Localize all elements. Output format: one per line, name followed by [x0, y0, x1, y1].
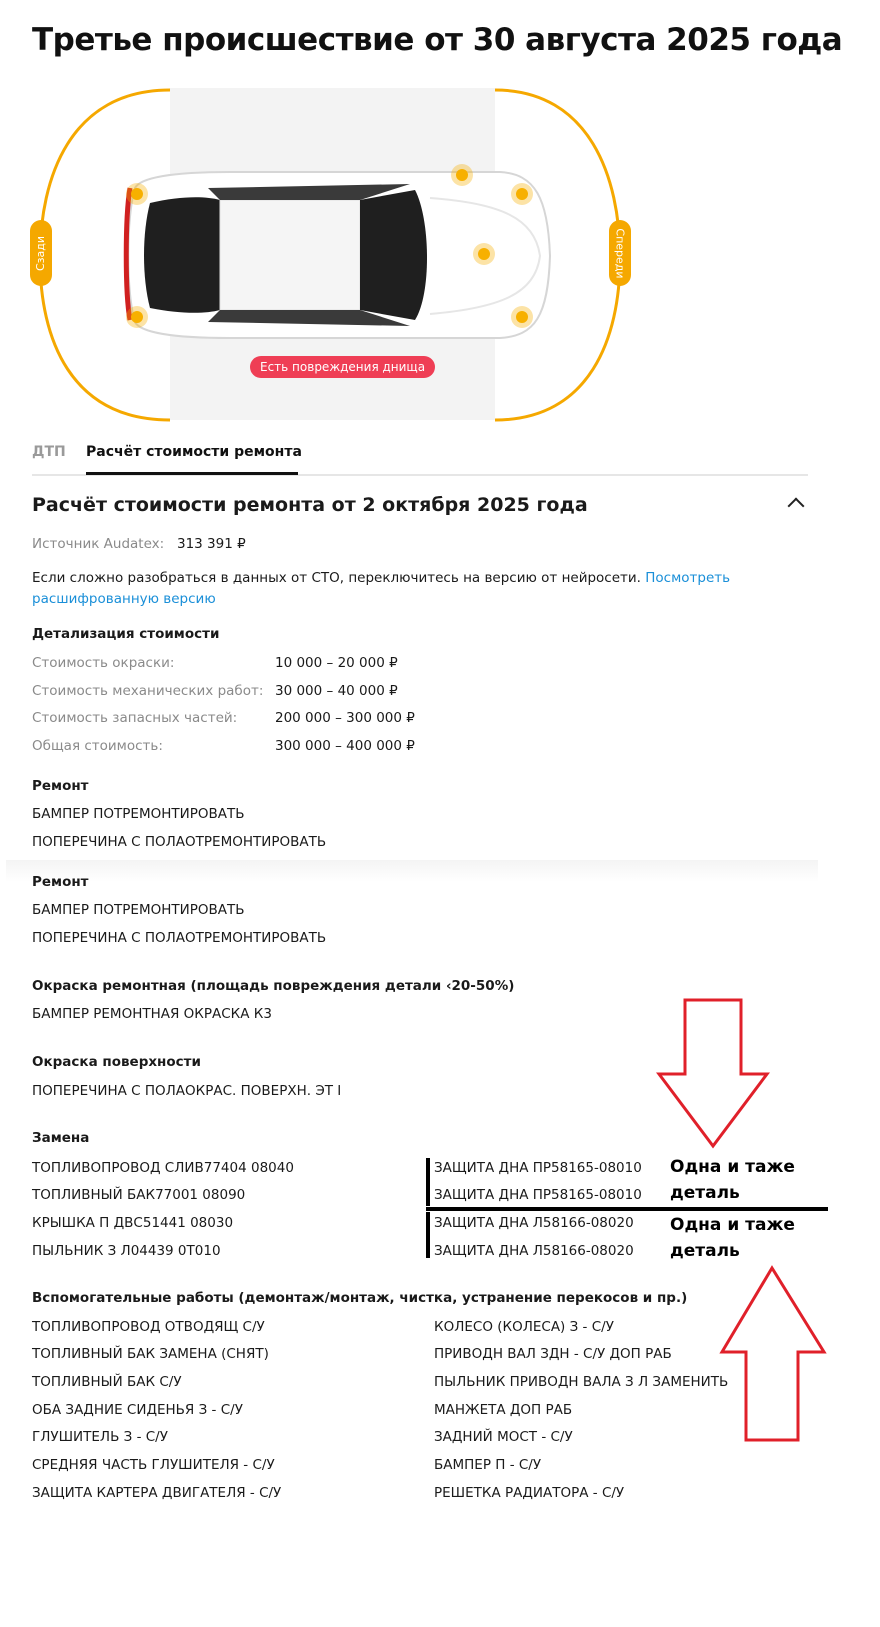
tab-accident[interactable]: ДТП — [32, 444, 66, 460]
detail-value: 200 000 – 300 000 ₽ — [275, 710, 415, 726]
repair-heading: Ремонт — [32, 778, 89, 794]
replace-heading: Замена — [32, 1130, 90, 1146]
aux-heading: Вспомогательные работы (демонтаж/монтаж, чистка, устранение перекосов и пр.) — [32, 1290, 688, 1306]
list-item: ТОПЛИВОПРОВОД ОТВОДЯЩ С/У — [32, 1319, 265, 1335]
car-damage-diagram — [30, 88, 650, 428]
annotation-bracket-bottom — [426, 1212, 430, 1258]
list-item: ЗАЩИТА ДНА ПР58165-08010 — [434, 1187, 642, 1203]
list-item: ЗАЩИТА ДНА Л58166-08020 — [434, 1215, 634, 1231]
arrow-down-icon — [655, 998, 775, 1150]
damage-point-front-right[interactable] — [516, 311, 528, 323]
screenshot-seam — [6, 860, 818, 882]
annotation-note-bottom: Одна и таже деталь — [670, 1215, 795, 1261]
damage-point-rear-right[interactable] — [131, 311, 143, 323]
hint-text-body: Если сложно разобраться в данных от СТО, переключитесь на версию от нейросети. — [32, 570, 641, 586]
estimate-title: Расчёт стоимости ремонта от 2 октября 2025 года — [32, 494, 588, 516]
list-item: МАНЖЕТА ДОП РАБ — [434, 1402, 573, 1418]
arrow-up-icon — [718, 1264, 830, 1444]
damage-point-hood[interactable] — [478, 248, 490, 260]
list-item: ПОПЕРЕЧИНА С ПОЛАОТРЕМОНТИРОВАТЬ — [32, 834, 327, 850]
list-item: БАМПЕР ПОТРЕМОНТИРОВАТЬ — [32, 806, 245, 822]
list-item: ТОПЛИВНЫЙ БАК77001 08090 — [32, 1187, 246, 1203]
list-item: КОЛЕСО (КОЛЕСА) З - С/У — [434, 1319, 614, 1335]
annotation-divider-line — [426, 1207, 828, 1211]
list-item: ПЫЛЬНИК З Л04439 0Т010 — [32, 1243, 221, 1259]
list-item: БАМПЕР РЕМОНТНАЯ ОКРАСКА К3 — [32, 1006, 272, 1022]
detail-label: Стоимость механических работ: — [32, 683, 264, 699]
tab-repair-estimate[interactable]: Расчёт стоимости ремонта — [86, 444, 302, 460]
damage-point-rear-left[interactable] — [131, 188, 143, 200]
paint-surface-heading: Окраска поверхности — [32, 1054, 201, 1070]
detail-label: Общая стоимость: — [32, 738, 163, 754]
list-item: ГЛУШИТЕЛЬ З - С/У — [32, 1429, 168, 1445]
rear-side-label: Сзади — [30, 220, 52, 286]
paint-repair-heading: Окраска ремонтная (площадь повреждения детали ‹20-50%) — [32, 978, 515, 994]
detail-value: 10 000 – 20 000 ₽ — [275, 655, 398, 671]
list-item: ЗАЩИТА КАРТЕРА ДВИГАТЕЛЯ - С/У — [32, 1485, 282, 1501]
annotation-bracket-top — [426, 1158, 430, 1206]
list-item: ПЫЛЬНИК ПРИВОДН ВАЛА З Л ЗАМЕНИТЬ — [434, 1374, 729, 1390]
source-value: 313 391 ₽ — [177, 536, 246, 552]
detail-value: 300 000 – 400 000 ₽ — [275, 738, 415, 754]
list-item: БАМПЕР ПОТРЕМОНТИРОВАТЬ — [32, 902, 245, 918]
list-item: ТОПЛИВНЫЙ БАК ЗАМЕНА (СНЯТ) — [32, 1346, 269, 1362]
list-item: ОБА ЗАДНИЕ СИДЕНЬЯ З - С/У — [32, 1402, 243, 1418]
source-label: Источник Audatex: — [32, 536, 165, 552]
tab-bar — [32, 440, 808, 476]
list-item: РЕШЕТКА РАДИАТОРА - С/У — [434, 1485, 625, 1501]
list-item: ПОПЕРЕЧИНА С ПОЛАОКРАС. ПОВЕРХН. ЭТ I — [32, 1083, 342, 1099]
annotation-note-top: Одна и таже деталь — [670, 1157, 795, 1203]
active-tab-indicator — [86, 472, 298, 475]
chevron-up-icon[interactable] — [788, 498, 805, 515]
list-item: ТОПЛИВНЫЙ БАК С/У — [32, 1374, 182, 1390]
detail-label: Стоимость окраски: — [32, 655, 175, 671]
front-side-label: Спереди — [609, 220, 631, 286]
list-item: ЗАЩИТА ДНА ПР58165-08010 — [434, 1160, 642, 1176]
detail-label: Стоимость запасных частей: — [32, 710, 238, 726]
decoded-version-link[interactable]: расшифрованную версию — [32, 591, 216, 607]
damage-point-front-left[interactable] — [516, 188, 528, 200]
decoded-version-link-part1[interactable]: Посмотреть — [645, 570, 731, 586]
underbody-damage-badge[interactable]: Есть повреждения днища — [250, 356, 435, 378]
damage-point-roof-front[interactable] — [456, 169, 468, 181]
list-item: ЗАДНИЙ МОСТ - С/У — [434, 1429, 573, 1445]
list-item: КРЫШКА П ДВС51441 08030 — [32, 1215, 234, 1231]
list-item: СРЕДНЯЯ ЧАСТЬ ГЛУШИТЕЛЯ - С/У — [32, 1457, 275, 1473]
list-item: БАМПЕР П - С/У — [434, 1457, 542, 1473]
details-heading: Детализация стоимости — [32, 626, 220, 642]
page-title: Третье происшествие от 30 августа 2025 года — [32, 22, 843, 58]
list-item: ПОПЕРЕЧИНА С ПОЛАОТРЕМОНТИРОВАТЬ — [32, 930, 327, 946]
repair-heading: Ремонт — [32, 874, 89, 890]
hint-text — [32, 570, 730, 586]
list-item: ТОПЛИВОПРОВОД СЛИВ77404 08040 — [32, 1160, 294, 1176]
detail-value: 30 000 – 40 000 ₽ — [275, 683, 398, 699]
list-item: ЗАЩИТА ДНА Л58166-08020 — [434, 1243, 634, 1259]
list-item: ПРИВОДН ВАЛ ЗДН - С/У ДОП РАБ — [434, 1346, 672, 1362]
